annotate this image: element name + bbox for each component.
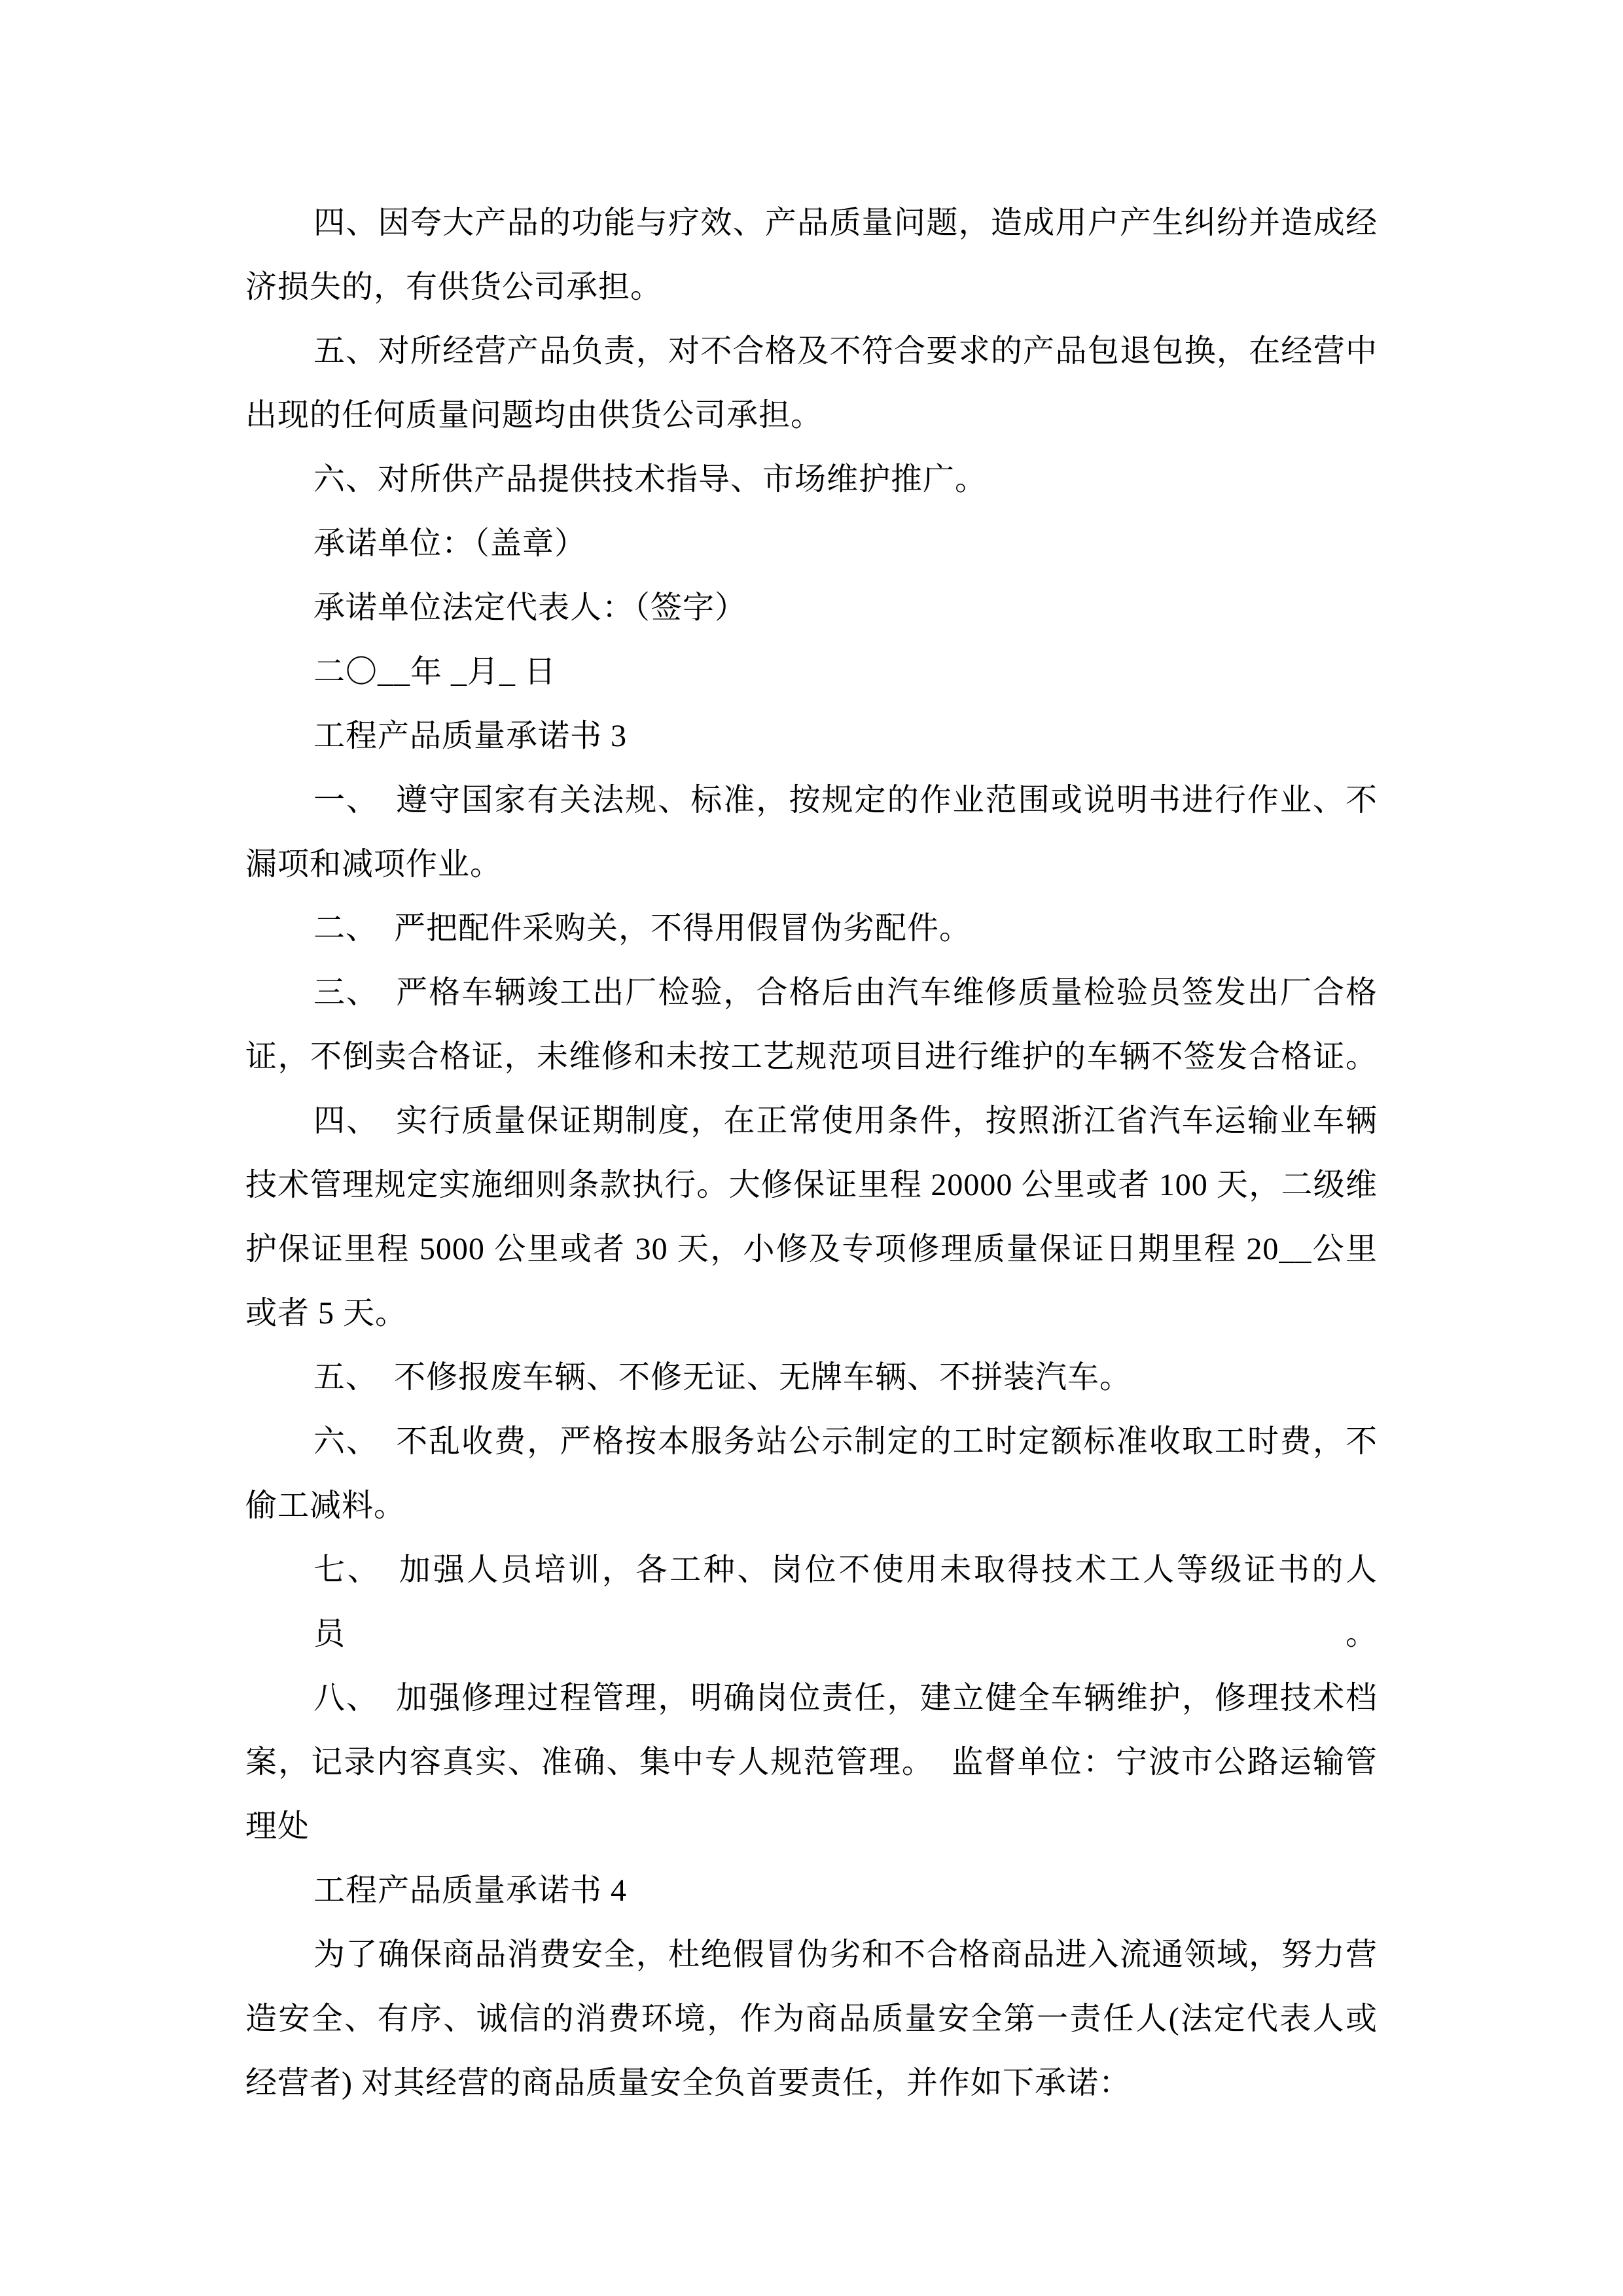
text-line: 为了确保商品消费安全，杜绝假冒伪劣和不合格商品进入流通领域，努力营 (313, 1937, 1378, 1972)
text-line: 工程产品质量承诺书 4 (313, 1873, 628, 1908)
text-line: 八、 加强修理过程管理，明确岗位责任，建立健全车辆维护，修理技术档 (313, 1681, 1378, 1715)
text-line: 承诺单位法定代表人：（签字） (313, 590, 747, 625)
text-line: 经营者) 对其经营的商品质量安全负首要责任，并作如下承诺： (245, 2066, 1131, 2100)
text-line: 承诺单位：（盖章） (313, 526, 587, 561)
text-line: 理处 (245, 1809, 310, 1844)
text-line: 二、 严把配件采购关，不得用假冒伪劣配件。 (313, 911, 972, 946)
text-line: 造安全、有序、诚信的消费环境，作为商品质量安全第一责任人(法定代表人或 (245, 2001, 1378, 2036)
text-line: 二〇__年 _月_ 日 (313, 655, 557, 689)
document-content (245, 191, 1378, 2115)
text-line: 工程产品质量承诺书 3 (313, 719, 628, 753)
text-line: 六、 不乱收费，严格按本服务站公示制定的工时定额标准收取工时费，不 (313, 1424, 1378, 1459)
text-line: 一、 遵守国家有关法规、标准，按规定的作业范围或说明书进行作业、不 (313, 783, 1378, 817)
text-line: 四、因夸大产品的功能与疗效、产品质量问题，造成用户产生纠纷并造成经 (313, 206, 1378, 240)
text-line: 技术管理规定实施细则条款执行。大修保证里程 20000 公里或者 100 天，二级维 (245, 1168, 1378, 1202)
text-line: 护保证里程 5000 公里或者 30 天，小修及专项修理质量保证日期里程 20__公里 (245, 1232, 1378, 1266)
text-line: 六、对所供产品提供技术指导、市场维护推广。 (313, 462, 988, 497)
text-line: 五、 不修报废车辆、不修无证、无牌车辆、不拼装汽车。 (313, 1360, 1132, 1395)
text-line: 或者 5 天。 (245, 1296, 408, 1331)
text-line: 济损失的，有供货公司承担。 (245, 270, 663, 304)
text-line: 偷工减料。 (245, 1488, 406, 1523)
text-line: 案，记录内容真实、准确、集中专人规范管理。 监督单位：宁波市公路运输管 (245, 1745, 1378, 1780)
text-line: 五、对所经营产品负责，对不合格及不符合要求的产品包退包换，在经营中 (313, 334, 1378, 368)
text-line: 漏项和减项作业。 (245, 847, 503, 882)
text-line: 出现的任何质量问题均由供货公司承担。 (245, 398, 823, 433)
text-line: 七、 加强人员培训，各工种、岗位不使用未取得技术工人等级证书的人员。 (313, 1552, 1378, 1651)
text-line: 四、 实行质量保证期制度，在正常使用条件，按照浙江省汽车运输业车辆 (313, 1103, 1378, 1138)
text-line: 证，不倒卖合格证，未维修和未按工艺规范项目进行维护的车辆不签发合格证。 (245, 1039, 1378, 1074)
text-line: 三、 严格车辆竣工出厂检验，合格后由汽车维修质量检验员签发出厂合格 (313, 975, 1378, 1010)
